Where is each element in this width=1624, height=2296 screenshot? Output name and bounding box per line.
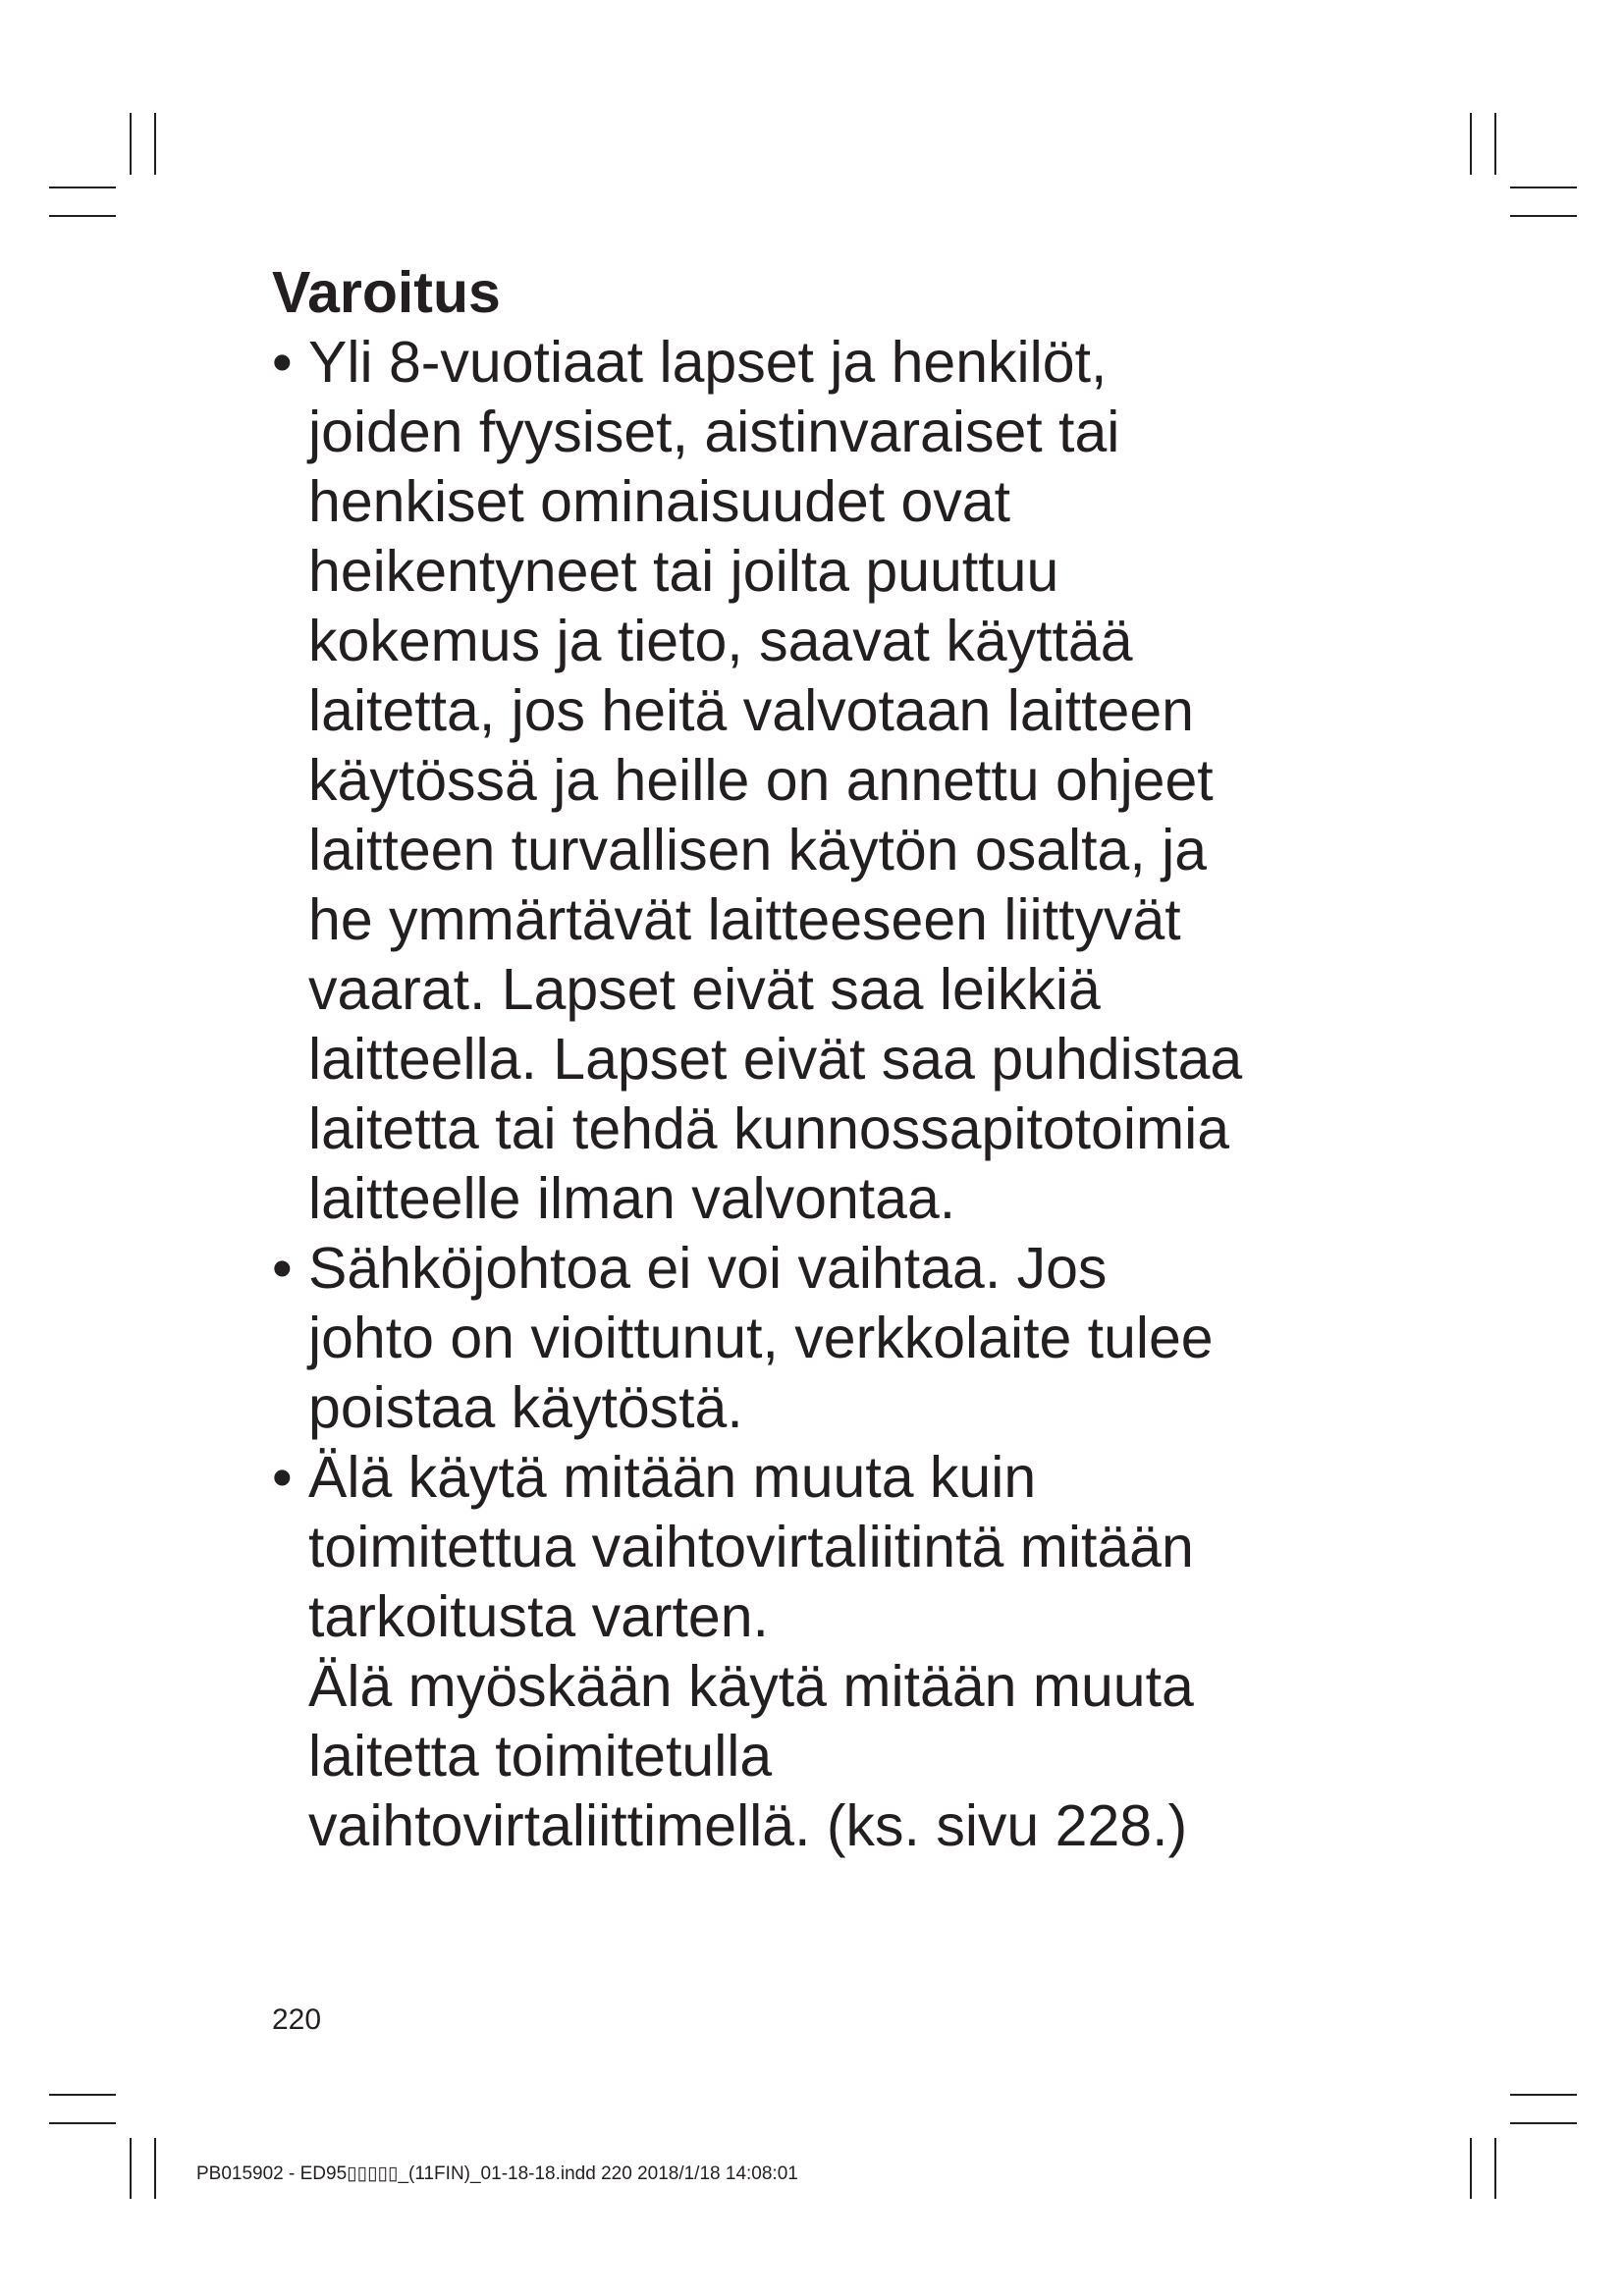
- text-line: Sähköjohtoa ei voi vaihtaa. Jos: [308, 1235, 1108, 1301]
- bullet-icon: •: [272, 1235, 293, 1301]
- warning-item: [272, 1234, 1401, 1443]
- warning-section: [272, 258, 1401, 1861]
- text-line: poistaa käytöstä.: [308, 1374, 743, 1440]
- text-line: Älä myöskään käytä mitään muuta: [308, 1653, 1194, 1719]
- text-line: johto on vioittunut, verkkolaite tulee: [308, 1305, 1214, 1370]
- text-line: vaarat. Lapset eivät saa leikkiä: [308, 956, 1101, 1022]
- text-line: vaihtovirtaliittimellä. (ks. sivu 228.): [308, 1792, 1188, 1858]
- text-line: joiden fyysiset, aistinvaraiset tai: [308, 399, 1120, 464]
- print-slug: PB015902 - ED95▯▯▯▯▯_(11FIN)_01-18-18.indd 220 2018/1/18 14:08:01: [196, 2163, 798, 2184]
- warning-item: [272, 1443, 1401, 1861]
- text-line: Yli 8-vuotiaat lapset ja henkilöt,: [308, 329, 1108, 395]
- warning-item: [272, 328, 1401, 1234]
- bullet-icon: •: [272, 329, 293, 395]
- warning-list: [272, 328, 1401, 1861]
- text-line: tarkoitusta varten.: [308, 1583, 769, 1649]
- section-heading: Varoitus: [272, 260, 501, 325]
- text-line: kokemus ja tieto, saavat käyttää: [308, 608, 1133, 673]
- page-number: 220: [272, 2003, 322, 2036]
- text-line: heikentyneet tai joilta puuttuu: [308, 538, 1059, 604]
- text-line: Älä käytä mitään muuta kuin: [308, 1444, 1037, 1510]
- text-line: laitetta toimitetulla: [308, 1723, 773, 1789]
- text-line: toimitettua vaihtovirtaliitintä mitään: [308, 1514, 1194, 1579]
- bullet-icon: •: [272, 1444, 293, 1510]
- text-line: laitetta, jos heitä valvotaan laitteen: [308, 677, 1194, 743]
- text-line: käytössä ja heille on annettu ohjeet: [308, 747, 1214, 813]
- text-line: laitteella. Lapset eivät saa puhdistaa: [308, 1026, 1243, 1092]
- text-line: henkiset ominaisuudet ovat: [308, 468, 1011, 534]
- text-line: laitetta tai tehdä kunnossapitotoimia: [308, 1095, 1230, 1161]
- text-line: laitteelle ilman valvontaa.: [308, 1165, 956, 1231]
- text-line: laitteen turvallisen käytön osalta, ja: [308, 817, 1208, 882]
- text-line: he ymmärtävät laitteeseen liittyvät: [308, 886, 1181, 952]
